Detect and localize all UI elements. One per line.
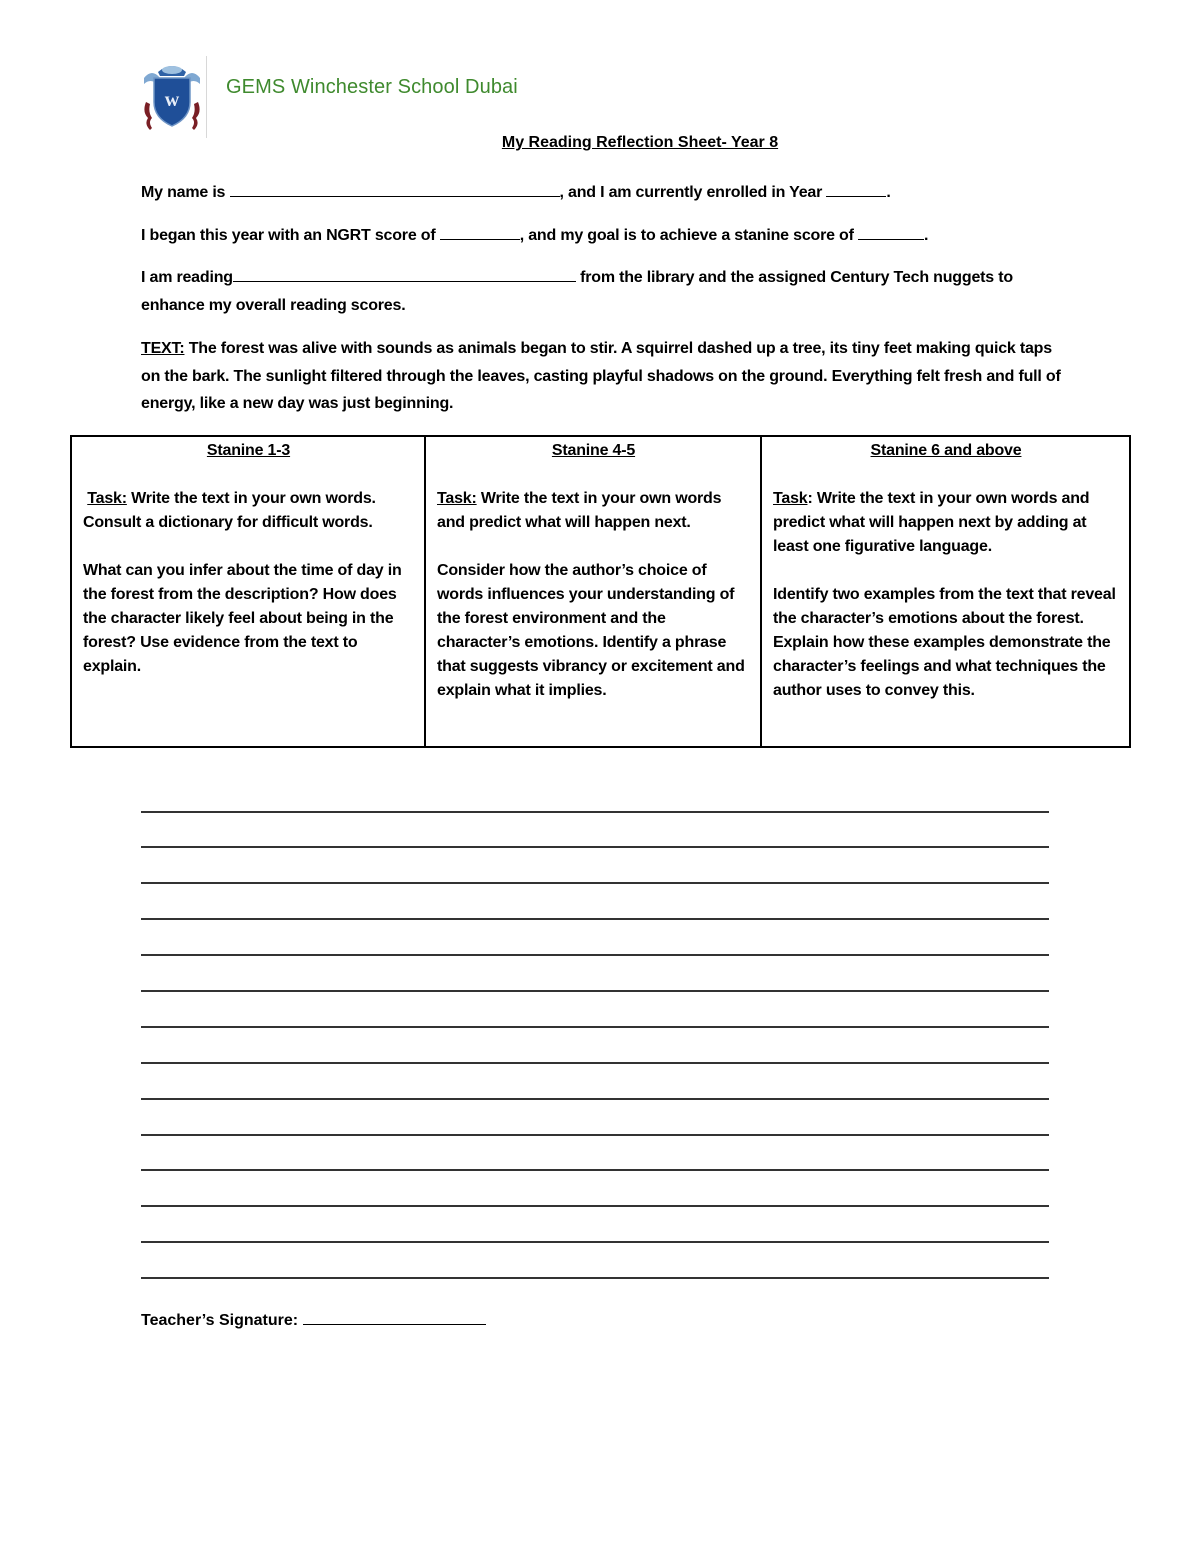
stanine-goal-field[interactable] xyxy=(858,225,924,240)
writing-line[interactable] xyxy=(141,1205,1049,1207)
stanine-column-4-5 xyxy=(425,436,761,747)
task-label: Task: xyxy=(437,490,477,507)
school-crest-icon xyxy=(138,58,206,136)
name-field[interactable] xyxy=(230,182,560,197)
text-body: The forest was alive with sounds as animals began to stir. A squirrel dashed up a tree, its tiny feet making quick taps on the bark. The sunlight filtered through the leaves, casting playful shadows on the ground. Everything felt fresh and full of energy, like a new day was just beginning. xyxy=(141,340,1061,412)
writing-line[interactable] xyxy=(141,882,1049,884)
task-label: Task xyxy=(773,490,808,507)
writing-line[interactable] xyxy=(141,811,1049,813)
task-label: Task: xyxy=(87,490,127,507)
task xyxy=(437,487,750,535)
period: . xyxy=(886,184,891,201)
writing-line[interactable] xyxy=(141,1241,1049,1243)
task xyxy=(83,487,414,535)
writing-line[interactable] xyxy=(141,1026,1049,1028)
school-name: GEMS Winchester School Dubai xyxy=(226,76,518,98)
writing-line[interactable] xyxy=(141,1169,1049,1171)
question: What can you infer about the time of day in the forest from the description? How does the character likely feel about being in the forest? Use evidence from the text to explain. xyxy=(83,562,402,675)
task xyxy=(773,487,1119,559)
stanine-table xyxy=(70,435,1131,748)
reading-suffix: from the library and the assigned Century Tech nuggets to xyxy=(580,269,1013,286)
name-prefix: My name is xyxy=(141,184,226,201)
signature-label: Teacher’s Signature: xyxy=(141,1312,299,1329)
year-label: , and I am currently enrolled in Year xyxy=(559,184,823,201)
text-passage xyxy=(141,335,1061,418)
question: Identify two examples from the text that reveal the character’s emotions about the forest. Explain how these examples demonstrate the character’s feelings and what techniques the author uses to convey this. xyxy=(773,586,1116,699)
writing-line[interactable] xyxy=(141,1277,1049,1279)
column-heading: Stanine 1-3 xyxy=(206,442,291,459)
page-title: My Reading Reflection Sheet- Year 8 xyxy=(501,134,779,151)
reading-paragraph xyxy=(141,264,1061,319)
text-label: TEXT: xyxy=(141,340,185,357)
writing-line[interactable] xyxy=(141,954,1049,956)
writing-line[interactable] xyxy=(141,1098,1049,1100)
task-text: Write the text in your own words and predict what will happen next. xyxy=(437,490,722,531)
svg-text:w: w xyxy=(164,89,180,111)
writing-line[interactable] xyxy=(141,990,1049,992)
column-heading: Stanine 4-5 xyxy=(551,442,636,459)
question: Consider how the author’s choice of words influences your understanding of the forest environment and the character’s emotions. Identify a phrase that suggests vibrancy or excitement and explain what it implies. xyxy=(437,562,745,699)
writing-line[interactable] xyxy=(141,846,1049,848)
ngrt-prefix: I began this year with an NGRT score of xyxy=(141,227,436,244)
ngrt-score-field[interactable] xyxy=(440,225,520,240)
ngrt-line xyxy=(141,225,928,245)
book-title-field[interactable] xyxy=(233,267,576,282)
stanine-column-1-3 xyxy=(71,436,425,747)
writing-line[interactable] xyxy=(141,918,1049,920)
reading-prefix: I am reading xyxy=(141,269,233,286)
logo-divider xyxy=(206,56,207,138)
year-field[interactable] xyxy=(826,182,886,197)
task-text: Write the text in your own words. Consult a dictionary for difficult words. xyxy=(83,490,376,531)
column-heading: Stanine 6 and above xyxy=(870,442,1022,459)
period: . xyxy=(924,227,929,244)
teacher-signature xyxy=(141,1310,486,1330)
reading-line2: enhance my overall reading scores. xyxy=(141,296,406,314)
task-text: : Write the text in your own words and predict what will happen next by adding at least one figurative language. xyxy=(773,490,1090,555)
stanine-column-6-above xyxy=(761,436,1130,747)
signature-field[interactable] xyxy=(303,1310,486,1325)
name-line xyxy=(141,182,891,202)
writing-line[interactable] xyxy=(141,1134,1049,1136)
writing-line[interactable] xyxy=(141,1062,1049,1064)
goal-label: , and my goal is to achieve a stanine score of xyxy=(519,227,854,244)
